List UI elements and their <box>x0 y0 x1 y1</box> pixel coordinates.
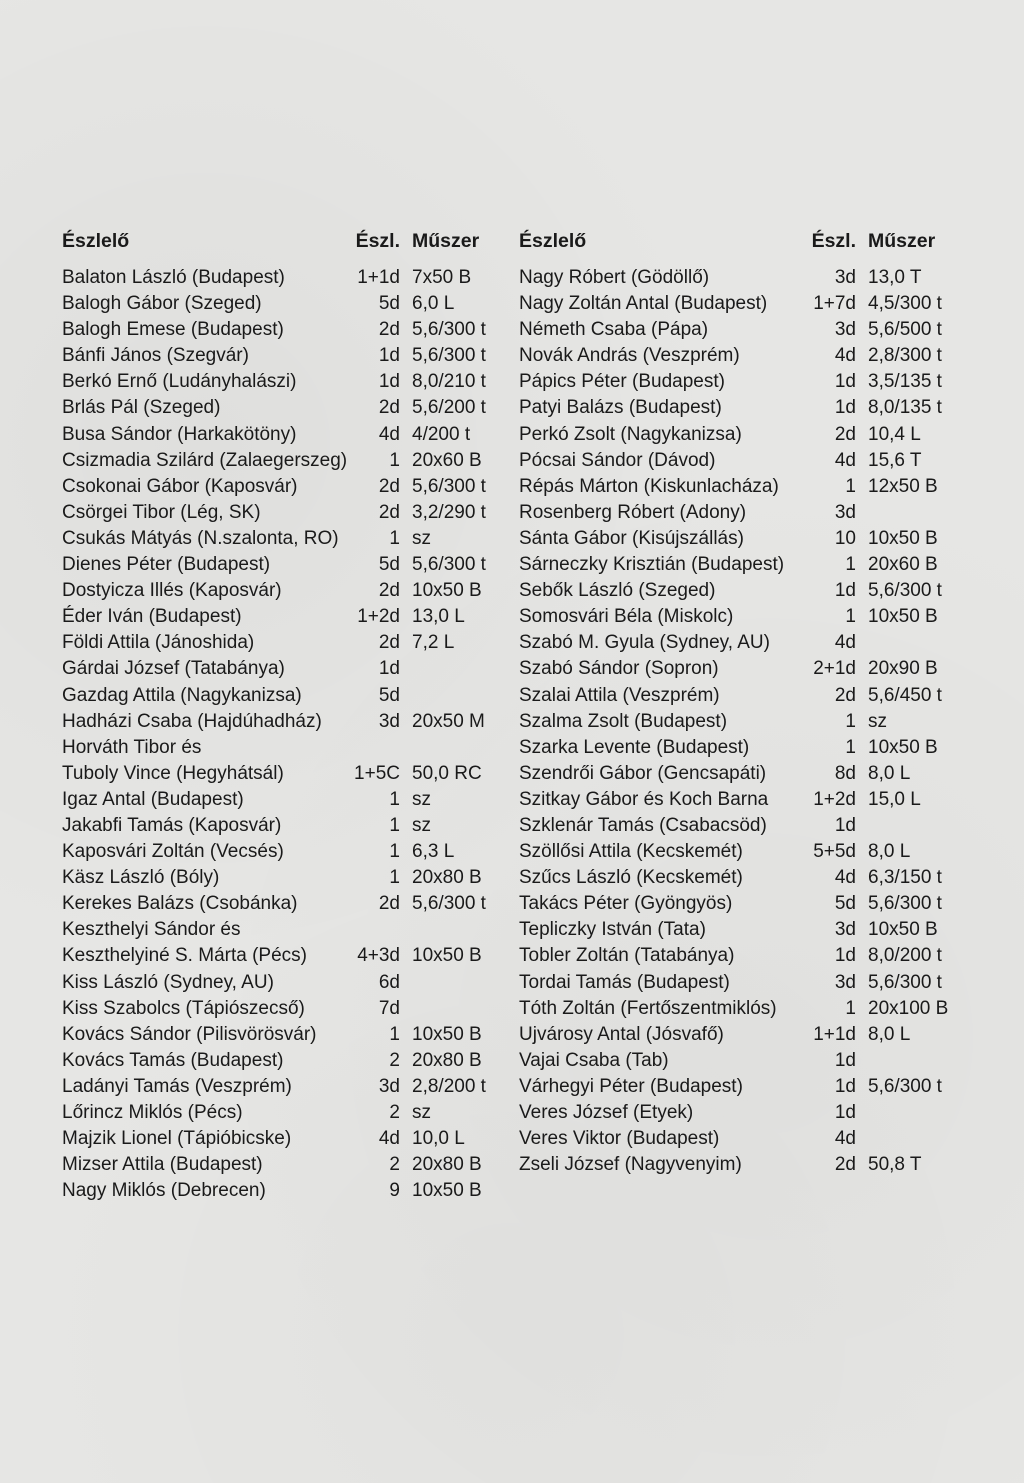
instrument-spec: 8,0 L <box>868 1023 911 1045</box>
observer-name: Mizser Attila (Budapest) <box>62 1154 263 1176</box>
instrument-spec: 3,2/290 t <box>412 501 486 523</box>
observation-count: 8d <box>834 762 856 784</box>
observation-count: 2d <box>378 632 400 654</box>
observation-count: 4+3d <box>357 945 400 967</box>
observer-name: Gazdag Attila (Nagykanizsa) <box>62 684 302 706</box>
instrument-spec: 5,6/300 t <box>412 893 486 915</box>
instrument-spec: 20x60 B <box>412 449 482 471</box>
instrument-spec: 12x50 B <box>868 475 938 497</box>
instrument-spec: sz <box>412 527 431 549</box>
observer-name: Pápics Péter (Budapest) <box>519 371 725 393</box>
observation-count: 4d <box>834 1128 856 1150</box>
instrument-spec: 5,6/300 t <box>868 580 942 602</box>
table-row <box>519 735 967 761</box>
table-row <box>519 1152 967 1178</box>
observation-count: 1 <box>389 867 400 889</box>
observation-count: 4d <box>378 1128 400 1150</box>
observer-name: Sárneczky Krisztián (Budapest) <box>519 554 785 576</box>
table-row <box>519 1022 967 1048</box>
observer-name: Répás Márton (Kiskunlacháza) <box>519 475 779 497</box>
table-row <box>519 943 967 969</box>
instrument-spec: 6,0 L <box>412 293 455 315</box>
instrument-spec: sz <box>412 1102 431 1123</box>
table-row <box>62 970 517 996</box>
observer-name: Szalai Attila (Veszprém) <box>519 684 720 706</box>
observer-name: Kerekes Balázs (Csobánka) <box>62 893 298 915</box>
table-row <box>519 656 967 682</box>
observation-count: 1+2d <box>813 788 856 810</box>
table-row <box>519 839 967 865</box>
header-observer: Észlelő <box>519 230 587 252</box>
observer-name: Kiss Szabolcs (Tápiószecső) <box>62 997 305 1019</box>
observer-name: Somosvári Béla (Miskolc) <box>519 606 734 628</box>
observer-name: Gárdai József (Tatabánya) <box>62 658 285 680</box>
table-row <box>62 552 517 578</box>
observation-count: 2d <box>378 397 400 419</box>
observation-count: 1d <box>834 1049 856 1071</box>
observer-name: Lőrincz Miklós (Pécs) <box>62 1102 243 1123</box>
table-row <box>62 1152 517 1178</box>
table-row <box>519 578 967 604</box>
observation-count: 2d <box>378 580 400 602</box>
observation-count: 5d <box>834 893 856 915</box>
table-row <box>62 656 517 682</box>
table-row <box>519 787 967 813</box>
table-row <box>62 891 517 917</box>
table-row <box>519 709 967 735</box>
table-row <box>62 1178 517 1204</box>
table-row <box>62 422 517 448</box>
header-count: Észl. <box>811 230 856 252</box>
table-row <box>62 526 517 552</box>
table-row <box>519 891 967 917</box>
instrument-spec: 5,6/300 t <box>412 554 486 576</box>
instrument-spec: 6,3 L <box>412 841 455 863</box>
table-row <box>519 630 967 656</box>
instrument-spec: 10x50 B <box>868 919 938 941</box>
observation-count: 1 <box>845 554 856 576</box>
observation-count: 2+1d <box>813 658 856 680</box>
observation-count: 1 <box>389 788 400 810</box>
observation-count: 3d <box>834 501 856 523</box>
observer-name: Szöllősi Attila (Kecskemét) <box>519 841 743 863</box>
observer-name: Szklenár Tamás (Csabacsöd) <box>519 814 767 836</box>
table-row <box>62 630 517 656</box>
observer-name: Takács Péter (Gyöngyös) <box>519 893 733 915</box>
instrument-spec: 8,0/210 t <box>412 371 486 393</box>
observer-name: Várhegyi Péter (Budapest) <box>519 1075 743 1097</box>
observation-count: 1d <box>834 1075 856 1097</box>
instrument-spec: sz <box>412 814 431 836</box>
observer-name: Hadházi Csaba (Hajdúhadház) <box>62 710 322 732</box>
table-row <box>62 1048 517 1074</box>
observer-name: Jakabfi Tamás (Kaposvár) <box>62 814 282 836</box>
table-row <box>62 317 517 343</box>
observation-count: 2 <box>389 1102 400 1123</box>
table-row <box>519 448 967 474</box>
instrument-spec: 20x80 B <box>412 1049 482 1071</box>
instrument-spec: 50,0 RC <box>412 762 482 784</box>
instrument-spec: 3,5/135 t <box>868 371 942 393</box>
table-row <box>62 996 517 1022</box>
observer-name: Földi Attila (Jánoshida) <box>62 632 255 654</box>
table-row <box>519 395 967 421</box>
header-instrument: Műszer <box>868 230 936 252</box>
observer-name: Nagy Róbert (Gödöllő) <box>519 267 710 288</box>
observer-name: Éder Iván (Budapest) <box>62 606 242 628</box>
instrument-spec: 2,8/200 t <box>412 1075 486 1097</box>
instrument-spec: 5,6/300 t <box>412 319 486 341</box>
table-row <box>519 343 967 369</box>
observation-count: 1d <box>378 345 400 367</box>
observation-count: 3d <box>834 919 856 941</box>
observation-count: 1 <box>389 814 400 836</box>
observer-name: Kaposvári Zoltán (Vecsés) <box>62 841 284 863</box>
table-row <box>62 943 517 969</box>
table-row <box>62 448 517 474</box>
observation-count: 2d <box>378 501 400 523</box>
observation-count: 1d <box>834 945 856 967</box>
observation-count: 3d <box>378 710 400 732</box>
observation-count: 2d <box>834 423 856 445</box>
observer-name: Csukás Mátyás (N.szalonta, RO) <box>62 527 339 549</box>
instrument-spec: 15,6 T <box>868 449 922 471</box>
observer-name: Sánta Gábor (Kisújszállás) <box>519 527 744 549</box>
instrument-spec: 50,8 T <box>868 1154 922 1176</box>
observer-name: Balogh Gábor (Szeged) <box>62 293 262 315</box>
observer-name: Berkó Ernő (Ludányhalászi) <box>62 371 297 393</box>
observation-count: 1d <box>378 658 400 680</box>
instrument-spec: 5,6/300 t <box>868 971 942 993</box>
observer-name: Dienes Péter (Budapest) <box>62 554 271 576</box>
observer-name: Horváth Tibor és <box>62 736 202 758</box>
instrument-spec: 5,6/500 t <box>868 319 942 341</box>
table-row <box>519 500 967 526</box>
instrument-spec: 7x50 B <box>412 267 472 288</box>
table-row <box>62 865 517 891</box>
instrument-spec: 2,8/300 t <box>868 345 942 367</box>
observer-name: Novák András (Veszprém) <box>519 345 740 367</box>
table-row <box>62 291 517 317</box>
instrument-spec: 8,0/200 t <box>868 945 942 967</box>
table-row <box>62 1126 517 1152</box>
instrument-spec: 20x80 B <box>412 1154 482 1176</box>
instrument-spec: 20x80 B <box>412 867 482 889</box>
instrument-spec: 4/200 t <box>412 423 471 445</box>
observer-name: Ladányi Tamás (Veszprém) <box>62 1075 292 1097</box>
observer-name: Zseli József (Nagyvenyim) <box>519 1154 742 1176</box>
instrument-spec: 10x50 B <box>412 1023 482 1045</box>
observer-name: Szabó Sándor (Sopron) <box>519 658 719 680</box>
observation-count: 1 <box>845 475 856 497</box>
observer-name: Bánfi János (Szegvár) <box>62 345 249 367</box>
table-row <box>62 813 517 839</box>
observer-name: Kovács Sándor (Pilisvörösvár) <box>62 1023 317 1045</box>
table-body <box>62 265 517 1204</box>
observation-count: 1d <box>834 1102 856 1123</box>
observation-count: 1 <box>389 449 400 471</box>
table-row <box>519 865 967 891</box>
observer-name: Csokonai Gábor (Kaposvár) <box>62 475 298 497</box>
instrument-spec: 10x50 B <box>868 736 938 758</box>
table-row <box>62 839 517 865</box>
observation-count: 1 <box>845 606 856 628</box>
observer-name: Kovács Tamás (Budapest) <box>62 1049 284 1071</box>
observer-name: Balaton László (Budapest) <box>62 267 285 288</box>
header-observer: Észlelő <box>62 230 130 252</box>
table-row <box>62 1074 517 1100</box>
table-row <box>519 917 967 943</box>
instrument-spec: 8,0 L <box>868 762 911 784</box>
table-row <box>519 604 967 630</box>
observer-name: Kiss László (Sydney, AU) <box>62 971 274 993</box>
observer-name: Tóth Zoltán (Fertőszentmiklós) <box>519 997 777 1019</box>
observation-count: 3d <box>834 267 856 288</box>
observation-count: 2 <box>389 1049 400 1071</box>
table-row <box>519 813 967 839</box>
observer-name: Csörgei Tibor (Lég, SK) <box>62 501 261 523</box>
observer-table-right <box>519 228 967 1178</box>
table-row <box>519 474 967 500</box>
table-header <box>62 228 517 256</box>
observer-name: Patyi Balázs (Budapest) <box>519 397 722 419</box>
instrument-spec: 20x60 B <box>868 554 938 576</box>
instrument-spec: 7,2 L <box>412 632 455 654</box>
observation-count: 5d <box>378 554 400 576</box>
observer-name: Nagy Miklós (Debrecen) <box>62 1180 266 1202</box>
table-row <box>519 526 967 552</box>
observation-count: 1+1d <box>357 267 400 288</box>
observation-count: 6d <box>378 971 400 993</box>
table-row <box>519 422 967 448</box>
observation-count: 1 <box>845 710 856 732</box>
observation-count: 5+5d <box>813 841 856 863</box>
observer-table-left <box>62 228 517 1204</box>
instrument-spec: 8,0 L <box>868 841 911 863</box>
observation-count: 1d <box>378 371 400 393</box>
table-row <box>519 996 967 1022</box>
observation-count: 2d <box>378 893 400 915</box>
instrument-spec: 8,0/135 t <box>868 397 942 419</box>
instrument-spec: 10x50 B <box>868 527 938 549</box>
observation-count: 1+7d <box>813 293 856 315</box>
observation-count: 1d <box>834 397 856 419</box>
observer-name: Szendrői Gábor (Gencsapáti) <box>519 762 767 784</box>
instrument-spec: 5,6/300 t <box>868 1075 942 1097</box>
observation-count: 1 <box>389 841 400 863</box>
observation-count: 5d <box>378 684 400 706</box>
table-row <box>62 265 517 291</box>
observer-name: Tepliczky István (Tata) <box>519 919 706 941</box>
observer-name: Busa Sándor (Harkakötöny) <box>62 423 297 445</box>
instrument-spec: 5,6/200 t <box>412 397 486 419</box>
observer-name: Keszthelyi Sándor és <box>62 919 241 941</box>
observation-count: 9 <box>389 1180 400 1202</box>
observer-name: Nagy Zoltán Antal (Budapest) <box>519 293 768 315</box>
observation-count: 5d <box>378 293 400 315</box>
table-row <box>519 1100 967 1126</box>
instrument-spec: 10x50 B <box>412 945 482 967</box>
table-row <box>519 761 967 787</box>
observation-count: 2 <box>389 1154 400 1176</box>
table-row <box>62 683 517 709</box>
observation-count: 3d <box>834 319 856 341</box>
observation-count: 4d <box>378 423 400 445</box>
table-row <box>62 395 517 421</box>
instrument-spec: 13,0 L <box>412 606 465 628</box>
table-row <box>62 1100 517 1126</box>
header-instrument: Műszer <box>412 230 480 252</box>
table-row <box>519 369 967 395</box>
observer-name: Csizmadia Szilárd (Zalaegerszeg) <box>62 449 348 471</box>
observer-name: Veres József (Etyek) <box>519 1102 694 1123</box>
observer-name: Vajai Csaba (Tab) <box>519 1049 669 1071</box>
table-row <box>62 343 517 369</box>
table-row <box>62 787 517 813</box>
instrument-spec: 5,6/300 t <box>412 345 486 367</box>
observer-name: Balogh Emese (Budapest) <box>62 319 284 341</box>
observation-count: 3d <box>834 971 856 993</box>
instrument-spec: 15,0 L <box>868 788 921 810</box>
instrument-spec: 20x50 M <box>412 710 485 732</box>
instrument-spec: 5,6/300 t <box>868 893 942 915</box>
table-header <box>519 228 967 256</box>
observation-count: 4d <box>834 632 856 654</box>
header-count: Észl. <box>355 230 400 252</box>
observer-name: Tordai Tamás (Budapest) <box>519 971 730 993</box>
observation-count: 7d <box>378 997 400 1019</box>
table-row <box>519 970 967 996</box>
table-row <box>62 369 517 395</box>
instrument-spec: 5,6/300 t <box>412 475 486 497</box>
observation-count: 4d <box>834 449 856 471</box>
table-row <box>519 1074 967 1100</box>
instrument-spec: 10,4 L <box>868 423 921 445</box>
observation-count: 1+1d <box>813 1023 856 1045</box>
observer-name: Sebők László (Szeged) <box>519 580 716 602</box>
observation-count: 2d <box>378 475 400 497</box>
table-body <box>519 265 967 1178</box>
observer-name: Keszthelyiné S. Márta (Pécs) <box>62 945 307 967</box>
observer-name: Majzik Lionel (Tápióbicske) <box>62 1128 292 1150</box>
observer-name: Szitkay Gábor és Koch Barna <box>519 788 769 810</box>
table-row <box>62 735 517 761</box>
observation-count: 1d <box>834 814 856 836</box>
observer-name: Igaz Antal (Budapest) <box>62 788 244 810</box>
observer-name: Veres Viktor (Budapest) <box>519 1128 720 1150</box>
instrument-spec: sz <box>412 788 431 810</box>
observation-count: 10 <box>834 527 856 549</box>
observer-name: Tuboly Vince (Hegyhátsál) <box>62 762 284 784</box>
instrument-spec: 20x100 B <box>868 997 949 1019</box>
table-row <box>519 265 967 291</box>
table-row <box>62 604 517 630</box>
table-row <box>62 761 517 787</box>
observation-count: 1 <box>845 736 856 758</box>
observation-count: 1d <box>834 580 856 602</box>
table-row <box>519 552 967 578</box>
observer-name: Szűcs László (Kecskemét) <box>519 867 743 889</box>
table-row <box>519 1126 967 1152</box>
observer-name: Ujvárosy Antal (Jósvafő) <box>519 1023 724 1045</box>
instrument-spec: 5,6/450 t <box>868 684 942 706</box>
observer-name: Käsz László (Bóly) <box>62 867 220 889</box>
observation-count: 2d <box>834 684 856 706</box>
observation-count: 1+2d <box>357 606 400 628</box>
table-row <box>62 578 517 604</box>
observer-name: Rosenberg Róbert (Adony) <box>519 501 747 523</box>
observation-count: 2d <box>834 1154 856 1176</box>
instrument-spec: 13,0 T <box>868 267 922 288</box>
observation-count: 2d <box>378 319 400 341</box>
observation-count: 1 <box>845 997 856 1019</box>
observation-count: 1d <box>834 371 856 393</box>
observer-name: Tobler Zoltán (Tatabánya) <box>519 945 735 967</box>
table-row <box>519 291 967 317</box>
observation-count: 1 <box>389 1023 400 1045</box>
table-row <box>519 317 967 343</box>
instrument-spec: 4,5/300 t <box>868 293 942 315</box>
observer-name: Perkó Zsolt (Nagykanizsa) <box>519 423 742 445</box>
instrument-spec: 10x50 B <box>412 1180 482 1202</box>
table-row <box>519 683 967 709</box>
observer-name: Szarka Levente (Budapest) <box>519 736 750 758</box>
observation-count: 4d <box>834 345 856 367</box>
table-row <box>62 474 517 500</box>
instrument-spec: 10x50 B <box>412 580 482 602</box>
table-row <box>62 500 517 526</box>
observation-count: 1+5C <box>354 762 400 784</box>
instrument-spec: 10,0 L <box>412 1128 465 1150</box>
observer-name: Dostyicza Illés (Kaposvár) <box>62 580 282 602</box>
instrument-spec: 20x90 B <box>868 658 938 680</box>
table-row <box>62 709 517 735</box>
table-row <box>519 1048 967 1074</box>
observer-name: Németh Csaba (Pápa) <box>519 319 709 341</box>
observer-name: Pócsai Sándor (Dávod) <box>519 449 716 471</box>
observer-name: Szalma Zsolt (Budapest) <box>519 710 728 732</box>
observation-count: 3d <box>378 1075 400 1097</box>
instrument-spec: 6,3/150 t <box>868 867 942 889</box>
instrument-spec: 10x50 B <box>868 606 938 628</box>
instrument-spec: sz <box>868 710 887 732</box>
observation-count: 1 <box>389 527 400 549</box>
observation-count: 4d <box>834 867 856 889</box>
table-row <box>62 1022 517 1048</box>
observer-name: Szabó M. Gyula (Sydney, AU) <box>519 632 770 654</box>
observer-name: Brlás Pál (Szeged) <box>62 397 221 419</box>
table-row <box>62 917 517 943</box>
